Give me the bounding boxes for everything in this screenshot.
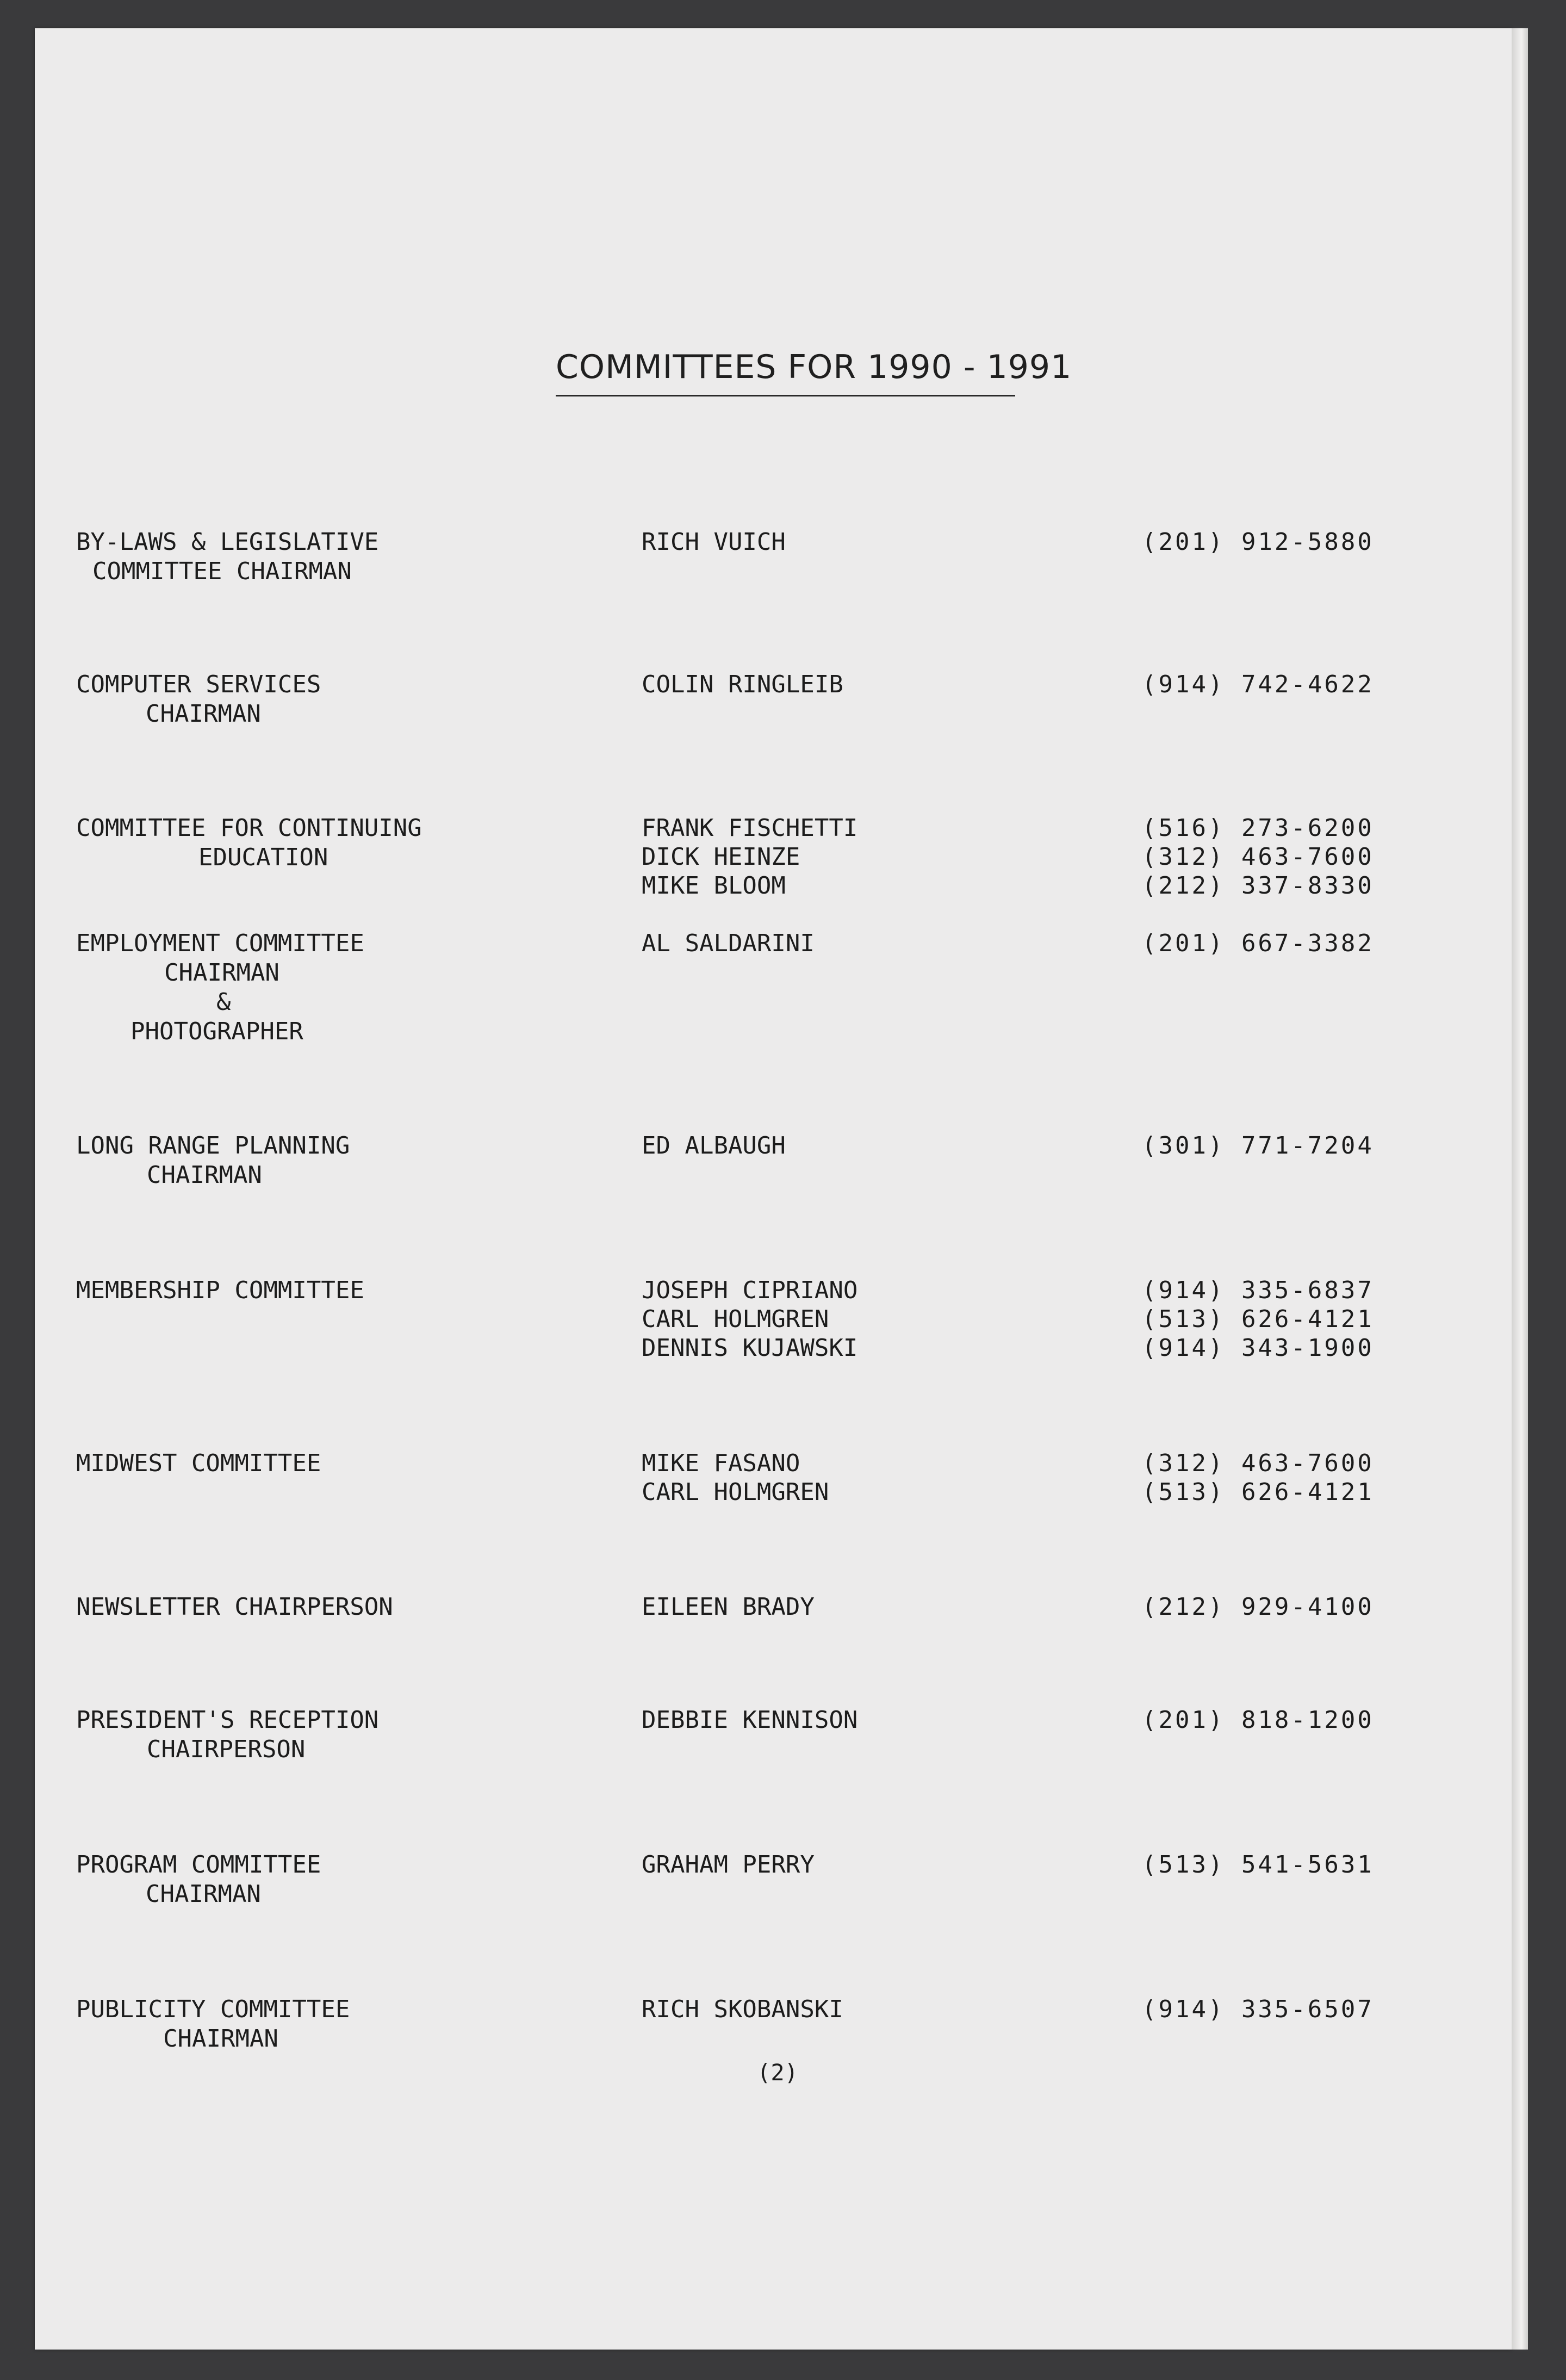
member-list [642, 1850, 1104, 1879]
phone-number: (516) 273-6200 [1142, 814, 1374, 842]
phone-list [1142, 814, 1425, 900]
phone-list [1142, 1706, 1425, 1734]
member-list [642, 1995, 1104, 2024]
committee-name-line: LONG RANGE PLANNING [76, 1132, 350, 1160]
phone-list [1142, 528, 1425, 556]
page-title: COMMITTEES FOR 1990 - 1991 [556, 348, 1072, 386]
phone-number: (914) 335-6837 [1142, 1276, 1374, 1304]
phone-number: (212) 929-4100 [1142, 1593, 1374, 1621]
member-list [642, 1706, 1104, 1734]
committee-name-line: PRESIDENT'S RECEPTION [76, 1706, 379, 1734]
member-name: COLIN RINGLEIB [642, 671, 843, 698]
member-name: RICH VUICH [642, 528, 786, 556]
phone-number: (212) 337-8330 [1142, 872, 1374, 900]
phone-number: (201) 818-1200 [1142, 1706, 1374, 1734]
phone-number: (914) 742-4622 [1142, 671, 1374, 698]
committee-name-line: BY-LAWS & LEGISLATIVE [76, 528, 379, 556]
committee-name-line: CHAIRMAN [164, 959, 279, 987]
member-list [642, 1449, 1104, 1507]
member-name: DEBBIE KENNISON [642, 1706, 858, 1734]
committee-name-line: COMMITTEE CHAIRMAN [92, 557, 352, 585]
committee-name-line: CHAIRMAN [147, 1161, 262, 1189]
committee-name-line: MIDWEST COMMITTEE [76, 1449, 321, 1477]
member-name: MIKE BLOOM [642, 872, 786, 900]
committee-name-line: COMMITTEE FOR CONTINUING [76, 814, 422, 842]
member-name: GRAHAM PERRY [642, 1851, 815, 1879]
committee-name-line: COMPUTER SERVICES [76, 671, 321, 698]
member-name: CARL HOLMGREN [642, 1305, 829, 1333]
member-name: JOSEPH CIPRIANO [642, 1276, 858, 1304]
phone-number: (513) 541-5631 [1142, 1851, 1374, 1879]
phone-number: (301) 771-7204 [1142, 1132, 1374, 1160]
phone-number: (513) 626-4121 [1142, 1478, 1374, 1506]
member-list [642, 670, 1104, 699]
member-name: MIKE FASANO [642, 1449, 800, 1477]
page-edge [1512, 28, 1528, 2350]
member-list [642, 1592, 1104, 1621]
member-list [642, 1276, 1104, 1362]
committee-name-line: EDUCATION [198, 844, 328, 871]
member-name: CARL HOLMGREN [642, 1478, 829, 1506]
title-underline [556, 395, 1015, 396]
phone-list [1142, 1850, 1425, 1879]
member-name: DENNIS KUJAWSKI [642, 1334, 858, 1362]
committee-name-line: PROGRAM COMMITTEE [76, 1851, 321, 1879]
phone-number: (312) 463-7600 [1142, 843, 1374, 871]
member-list [642, 528, 1104, 556]
committee-name-line: CHAIRPERSON [147, 1736, 306, 1763]
member-name: AL SALDARINI [642, 929, 815, 957]
phone-list [1142, 929, 1425, 958]
committee-name-line: MEMBERSHIP COMMITTEE [76, 1276, 364, 1304]
committee-name-line: EMPLOYMENT COMMITTEE [76, 929, 364, 957]
phone-list [1142, 1592, 1425, 1621]
phone-list [1142, 1131, 1425, 1160]
phone-number: (513) 626-4121 [1142, 1305, 1374, 1333]
phone-number: (201) 912-5880 [1142, 528, 1374, 556]
phone-number: (914) 335-6507 [1142, 1995, 1374, 2023]
phone-list [1142, 670, 1425, 699]
committee-name-line: CHAIRMAN [146, 700, 261, 728]
committee-name-line: & [216, 988, 231, 1016]
phone-number: (914) 343-1900 [1142, 1334, 1374, 1362]
committee-name-line: NEWSLETTER CHAIRPERSON [76, 1593, 393, 1621]
phone-list [1142, 1995, 1425, 2024]
member-name: EILEEN BRADY [642, 1593, 815, 1621]
phone-number: (312) 463-7600 [1142, 1449, 1374, 1477]
member-name: ED ALBAUGH [642, 1132, 786, 1160]
member-name: DICK HEINZE [642, 843, 800, 871]
committee-name-line: PUBLICITY COMMITTEE [76, 1995, 350, 2023]
member-list [642, 1131, 1104, 1160]
phone-number: (201) 667-3382 [1142, 929, 1374, 957]
member-list [642, 929, 1104, 958]
committee-name-line: CHAIRMAN [146, 1880, 261, 1908]
member-name: FRANK FISCHETTI [642, 814, 858, 842]
committee-name-line: CHAIRMAN [163, 2025, 278, 2053]
page-number: (2) [757, 2059, 798, 2086]
member-name: RICH SKOBANSKI [642, 1995, 843, 2023]
phone-list [1142, 1449, 1425, 1507]
member-list [642, 814, 1104, 900]
phone-list [1142, 1276, 1425, 1362]
committee-name-line: PHOTOGRAPHER [130, 1018, 303, 1045]
